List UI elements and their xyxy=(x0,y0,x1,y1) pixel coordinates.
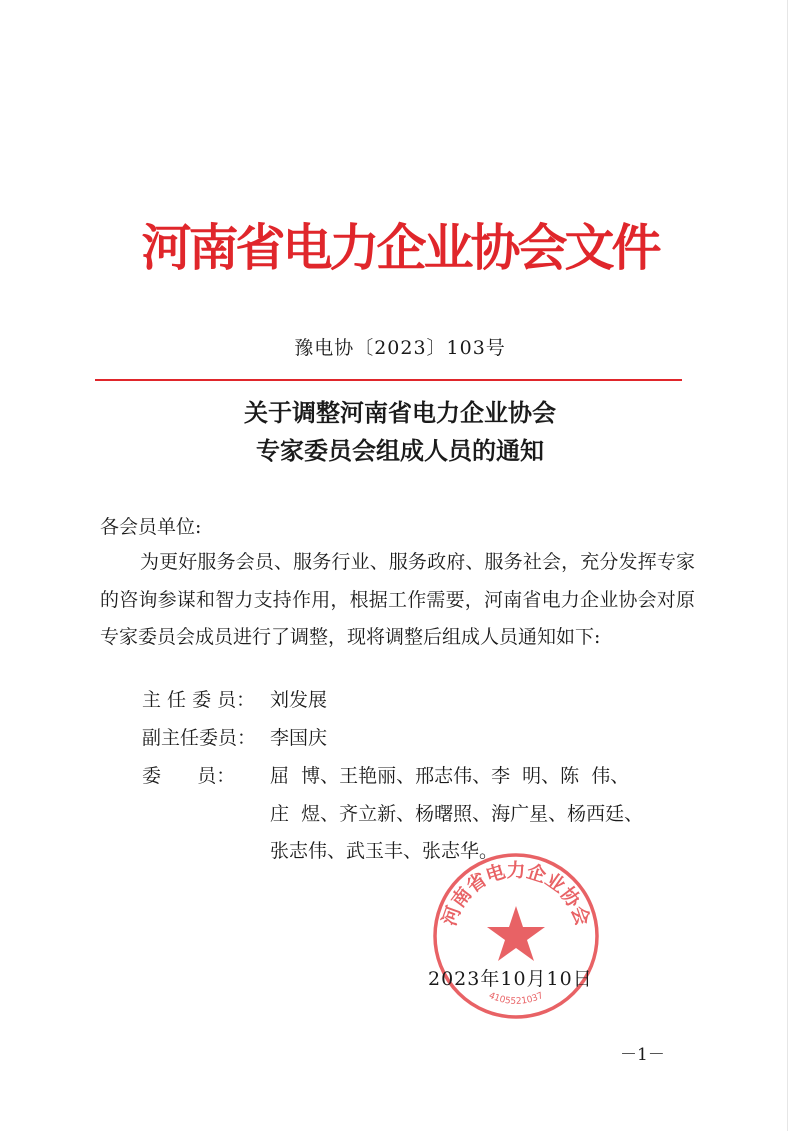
director-row xyxy=(142,682,710,720)
director-name: 刘发展 xyxy=(270,689,328,711)
notice-title xyxy=(0,394,800,470)
members-line-3: 张志伟、武玉丰、张志华。 xyxy=(270,840,499,862)
members-line-2: 庄 煜、齐立新、杨曙照、海广星、杨西廷、 xyxy=(270,802,644,825)
official-seal xyxy=(431,851,601,1021)
page-edge xyxy=(787,0,788,1131)
members-row xyxy=(142,758,710,871)
members-line-1: 屈 博、王艳丽、邢志伟、李 明、陈 伟、 xyxy=(270,765,630,787)
page-number: －1－ xyxy=(620,1045,665,1065)
body-paragraph: 为更好服务会员、服务行业、服务政府、服务社会，充分发挥专家的咨询参谋和智力支持作用，根据工作需要，河南省电力企业协会对原专家委员会成员进行了调整，现将调整后组成人员通知如下: xyxy=(100,551,695,648)
notice-title-line-2: 专家委员会组成人员的通知 xyxy=(256,436,544,465)
salutation: 各会员单位: xyxy=(100,516,202,538)
seal-serial: 4105521037 xyxy=(487,990,545,1007)
members-label: 委 员： xyxy=(142,765,236,787)
issue-date: 2023年10月10日 xyxy=(428,968,593,990)
seal-text: 河南省电力企业协会 xyxy=(438,859,594,929)
red-divider xyxy=(95,379,682,381)
deputy-director-label: 副主任委员： xyxy=(142,727,257,749)
deputy-director-name: 李国庆 xyxy=(270,727,328,749)
director-label: 主 任 委 员： xyxy=(142,689,256,711)
deputy-director-row xyxy=(142,720,710,758)
document-masthead: 河南省电力企业协会文件 xyxy=(141,219,659,277)
notice-title-line-1: 关于调整河南省电力企业协会 xyxy=(244,398,556,427)
document-number: 豫电协〔2023〕103号 xyxy=(294,337,506,359)
star-icon xyxy=(487,906,545,961)
